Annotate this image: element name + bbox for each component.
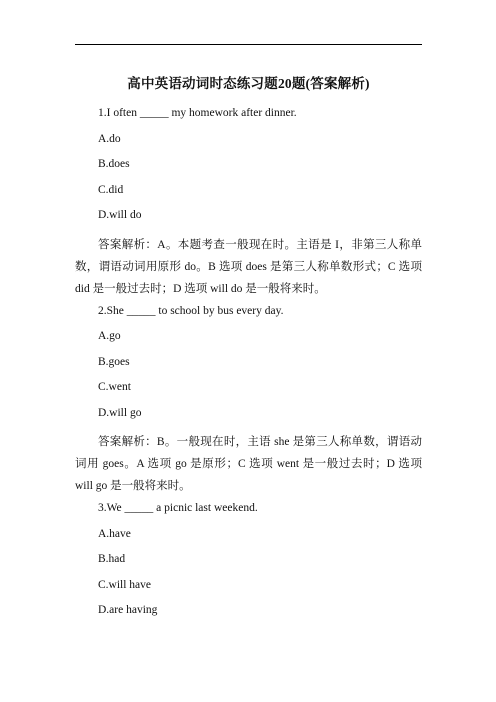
option-c: C.will have [98,578,152,591]
option-d: D.are having [98,604,158,616]
option-b: B.does [98,158,130,170]
option-d: D.will do [98,209,142,221]
question-stem: 3.We _____ a picnic last weekend. [98,502,258,514]
page-title: 高中英语动词时态练习题20题(答案解析) [127,76,370,91]
question-1 [75,106,422,300]
option-b: B.goes [98,355,130,368]
question-3 [75,501,422,629]
question-stem: 2.She _____ to school by bus every day. [98,304,284,317]
answer-explanation: 答案解析：A。本题考查一般现在时。主语是 I，非第三人称单数，谓语动词用原形 do。B 选项 does 是第三人称单数形式；C 选项 did 是一般过去时；D 选项 will do 是一般将来时。 [75,238,422,295]
option-a: A.go [98,330,121,342]
answer-explanation: 答案解析：B。一般现在时，主语 she 是第三人称单数，谓语动词用 goes。A 选项 go 是原形；C 选项 went 是一般过去时；D 选项 will go 是一般将来时。 [75,436,422,492]
option-a: A.have [98,527,131,540]
option-a: A.do [98,132,121,145]
document-body [75,106,422,629]
option-c: C.did [98,183,124,196]
question-stem: 1.I often _____ my homework after dinner. [98,107,297,119]
header-rule [75,44,422,45]
option-c: C.went [98,381,131,393]
option-d: D.will go [98,406,142,419]
question-2 [75,304,422,498]
option-b: B.had [98,553,126,565]
